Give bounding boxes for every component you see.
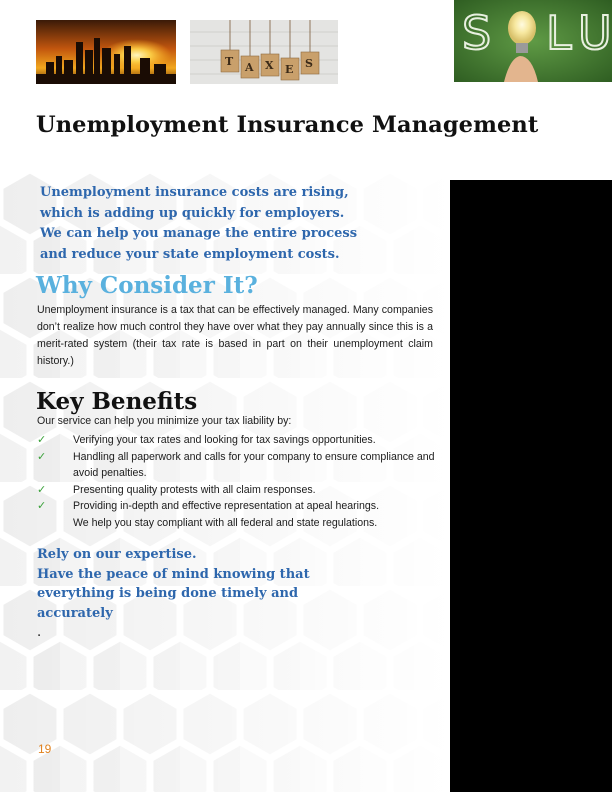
taxes-tags-image	[190, 20, 338, 84]
checkmark-icon: ✓	[37, 499, 47, 512]
city-sunset-image	[36, 20, 176, 84]
closing-line-1: Rely on our expertise.	[37, 547, 197, 562]
list-item	[37, 449, 437, 482]
black-side-panel	[450, 180, 612, 792]
closing-line-4	[37, 604, 437, 643]
list-item	[37, 432, 437, 449]
benefit-text: Presenting quality protests with all claim responses.	[73, 483, 316, 496]
closing-statement	[37, 545, 437, 643]
page-title: Unemployment Insurance Management	[36, 112, 539, 138]
page-number: 19	[38, 742, 52, 756]
why-consider-body: Unemployment insurance is a tax that can be effectively managed. Many companies don’t realize how much control they have over what they pay annually since this is a merit-rated system (their tax rate is based in part on their unemployment claim history.)	[37, 304, 433, 367]
solution-lightbulb-image	[454, 0, 612, 82]
closing-line-2: Have the peace of mind knowing that	[37, 566, 310, 582]
compliance-note: We help you stay compliant with all federal and state regulations.	[73, 516, 378, 529]
sol-letter-l: L	[546, 6, 572, 60]
benefit-text: Verifying your tax rates and looking for tax savings opportunities.	[73, 434, 376, 446]
key-benefits-heading: Key Benefits	[36, 388, 198, 415]
sol-letter-s: S	[462, 6, 492, 60]
closing-last-word: accurately	[37, 605, 113, 621]
intro-line-4: and reduce your state employment costs.	[40, 246, 340, 262]
key-benefits-lead: Our service can help you minimize your tax liability by:	[37, 415, 292, 427]
intro-line-1: Unemployment insurance costs are rising,	[40, 185, 349, 200]
closing-line-3: everything is being done timely and	[37, 586, 299, 601]
benefit-text: Providing in-depth and effective representation at apeal hearings.	[73, 500, 380, 512]
tag-letter-s: S	[305, 57, 313, 70]
list-item	[37, 498, 437, 515]
tag-letter-x: X	[265, 59, 274, 72]
why-consider-heading: Why Consider It?	[36, 272, 258, 299]
intro-line-3: We can help you manage the entire process	[40, 226, 358, 241]
closing-period: .	[37, 625, 42, 640]
checkmark-icon: ✓	[37, 433, 47, 446]
benefits-list	[37, 432, 437, 531]
tag-letter-a: A	[245, 61, 254, 74]
intro-paragraph	[40, 183, 440, 265]
list-item	[37, 482, 437, 499]
checkmark-icon: ✓	[37, 449, 47, 463]
tag-letter-t: T	[225, 55, 234, 68]
sol-letter-u: U	[578, 6, 612, 60]
intro-line-2: which is adding up quickly for employers.	[40, 205, 345, 221]
checkmark-icon: ✓	[37, 482, 47, 496]
tag-letter-e: E	[285, 63, 294, 76]
benefit-text: Handling all paperwork and calls for your company to ensure compliance and avoid penalties.	[73, 450, 435, 479]
